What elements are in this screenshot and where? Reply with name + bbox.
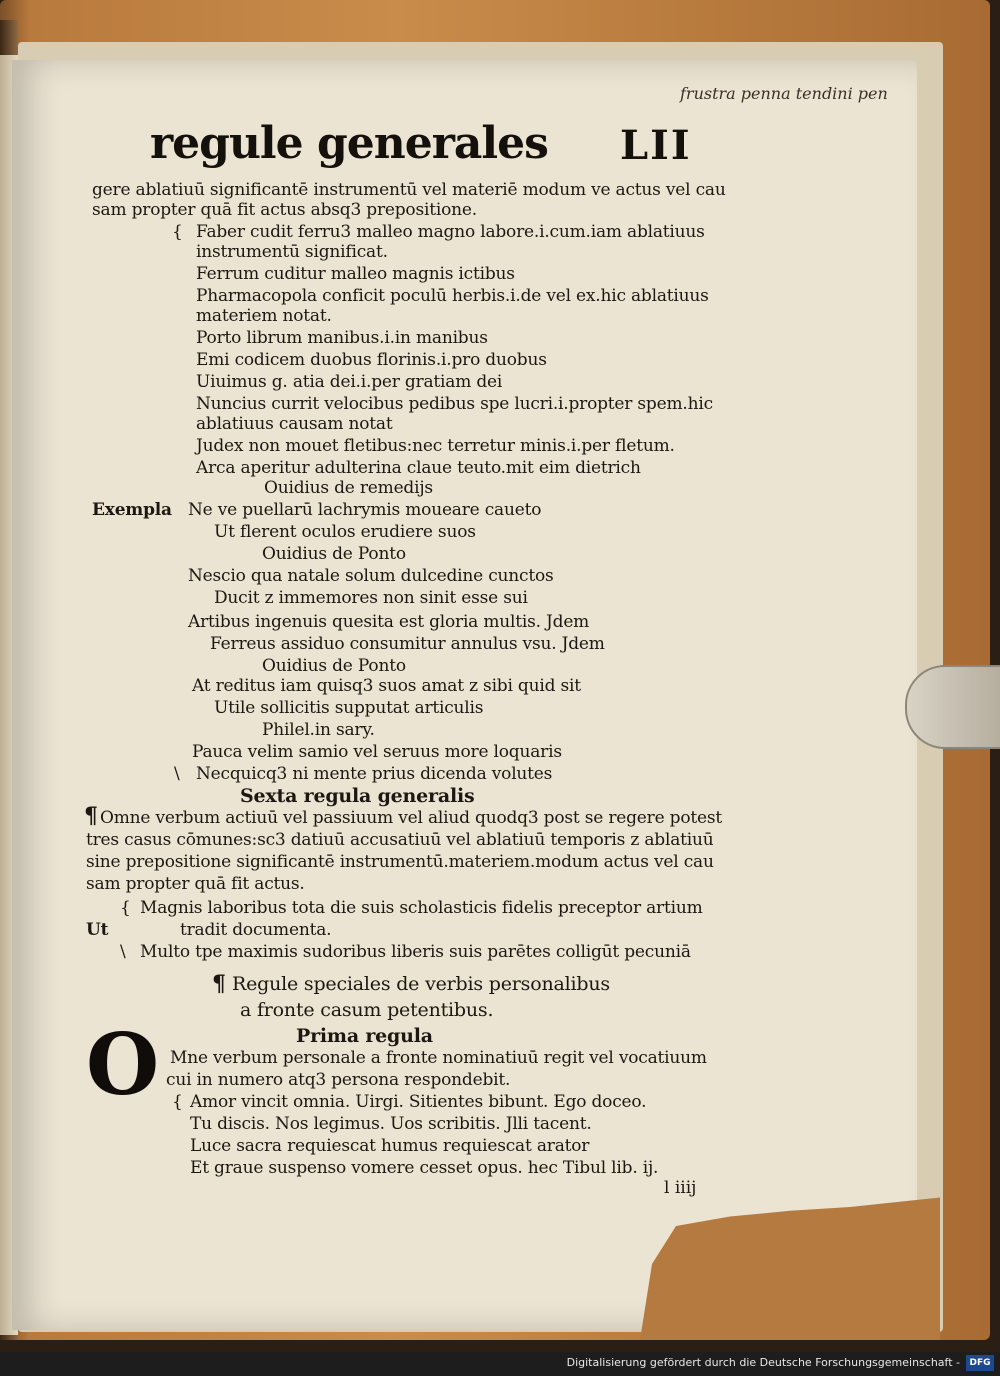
text-line: Et graue suspenso vomere cesset opus. hec Tibul lib. ij.: [190, 1158, 659, 1178]
text-line: Ouidius de remedijs: [264, 478, 433, 498]
text-line: Amor vincit omnia. Uirgi. Sitientes bibunt. Ego doceo.: [190, 1092, 647, 1112]
paragraph-mark: ¶: [212, 971, 226, 997]
text-line: materiem notat.: [196, 306, 332, 326]
text-line: Multo tpe maximis sudoribus liberis suis parētes colligūt pecuniā: [140, 942, 691, 962]
text-line: Faber cudit ferru3 malleo magno labore.i.cum.iam ablatiuus: [196, 222, 705, 242]
section-heading: Sexta regula generalis: [240, 785, 475, 807]
page-clip: [905, 665, 1000, 749]
footer-credit: Digitalisierung gefördert durch die Deutsche Forschungsgemeinschaft -: [566, 1356, 960, 1369]
signature-mark: l iiij: [664, 1178, 697, 1198]
handwritten-note: frustra penna tendini pen: [680, 84, 888, 103]
text-line: Uiuimus g. atia dei.i.per gratiam dei: [196, 372, 503, 392]
text-line: Ducit z immemores non sinit esse sui: [214, 588, 528, 608]
text-line: sam propter quā fit actus.: [86, 874, 305, 894]
bracket-mark: {: [172, 222, 183, 242]
text-line: Nuncius currit velocibus pedibus spe lucri.i.propter spem.hic: [196, 394, 713, 414]
text-line: Mne verbum personale a fronte nominatiuū regit vel vocatiuum: [170, 1048, 707, 1068]
text-line: Tu discis. Nos legimus. Uos scribitis. Jlli tacent.: [190, 1114, 592, 1134]
text-line: Arca aperitur adulterina claue teuto.mit eim dietrich: [196, 458, 641, 478]
text-line: Ut flerent oculos erudiere suos: [214, 522, 476, 542]
text-line: Omne verbum actiuū vel passiuum vel aliud quodq3 post se regere potest: [100, 808, 723, 828]
text-line: tradit documenta.: [180, 920, 332, 940]
text-line: Philel.in sary.: [262, 720, 375, 740]
text-line: Emi codicem duobus florinis.i.pro duobus: [196, 350, 547, 370]
text-line: Pauca velim samio vel seruus more loquaris: [192, 742, 562, 762]
text-line: tres casus cōmunes:sc3 datiuū accusatiuū vel ablatiuū temporis z ablatiuū: [86, 830, 714, 850]
bracket-mark: {: [172, 1092, 183, 1112]
text-line: Artibus ingenuis quesita est gloria multis. Jdem: [188, 612, 590, 632]
text-line: Luce sacra requiescat humus requiescat arator: [190, 1136, 590, 1156]
text-line: Ferrum cuditur malleo magnis ictibus: [196, 264, 515, 284]
margin-label: Ut: [86, 920, 109, 940]
text-line: sam propter quā fit actus absq3 prepositione.: [92, 200, 477, 220]
margin-label: Exempla: [92, 500, 172, 520]
text-line: Porto librum manibus.i.in manibus: [196, 328, 488, 348]
text-line: At reditus iam quisq3 suos amat z sibi quid sit: [192, 676, 581, 696]
running-title: regule generales: [150, 118, 548, 169]
section-heading: Prima regula: [296, 1025, 433, 1047]
dfg-logo: DFG: [966, 1355, 994, 1371]
text-line: sine prepositione significantē instrumentū.materiem.modum actus vel cau: [86, 852, 714, 872]
bracket-mark: \: [174, 764, 180, 784]
text-line: Necquicq3 ni mente prius dicenda volutes: [196, 764, 553, 784]
decorated-initial: O: [86, 1015, 160, 1114]
text-line: Magnis laboribus tota die suis scholasticis fidelis preceptor artium: [140, 898, 703, 918]
text-line: Ouidius de Ponto: [262, 656, 406, 676]
text-line: Judex non mouet fletibus:nec terretur minis.i.per fletum.: [196, 436, 675, 456]
text-line: Ne ve puellarū lachrymis moueare caueto: [188, 500, 542, 520]
text-line: Nescio qua natale solum dulcedine cunctos: [188, 566, 554, 586]
paragraph-mark: ¶: [84, 803, 98, 829]
text-line: Ouidius de Ponto: [262, 544, 406, 564]
text-line: Pharmacopola conficit poculū herbis.i.de vel ex.hic ablatiuus: [196, 286, 709, 306]
bracket-mark: \: [120, 942, 126, 962]
section-heading: Regule speciales de verbis personalibus: [232, 973, 610, 995]
text-line: ablatiuus causam notat: [196, 414, 393, 434]
text-line: cui in numero atq3 persona respondebit.: [166, 1070, 511, 1090]
text-line: instrumentū significat.: [196, 242, 388, 262]
text-line: Ferreus assiduo consumitur annulus vsu. Jdem: [210, 634, 605, 654]
text-line: Utile sollicitis supputat articulis: [214, 698, 484, 718]
section-heading: a fronte casum petentibus.: [240, 999, 494, 1021]
bracket-mark: {: [120, 898, 131, 918]
folio-number: LII: [620, 122, 692, 169]
text-line: gere ablatiuū significantē instrumentū vel materiē modum ve actus vel cau: [92, 180, 726, 200]
